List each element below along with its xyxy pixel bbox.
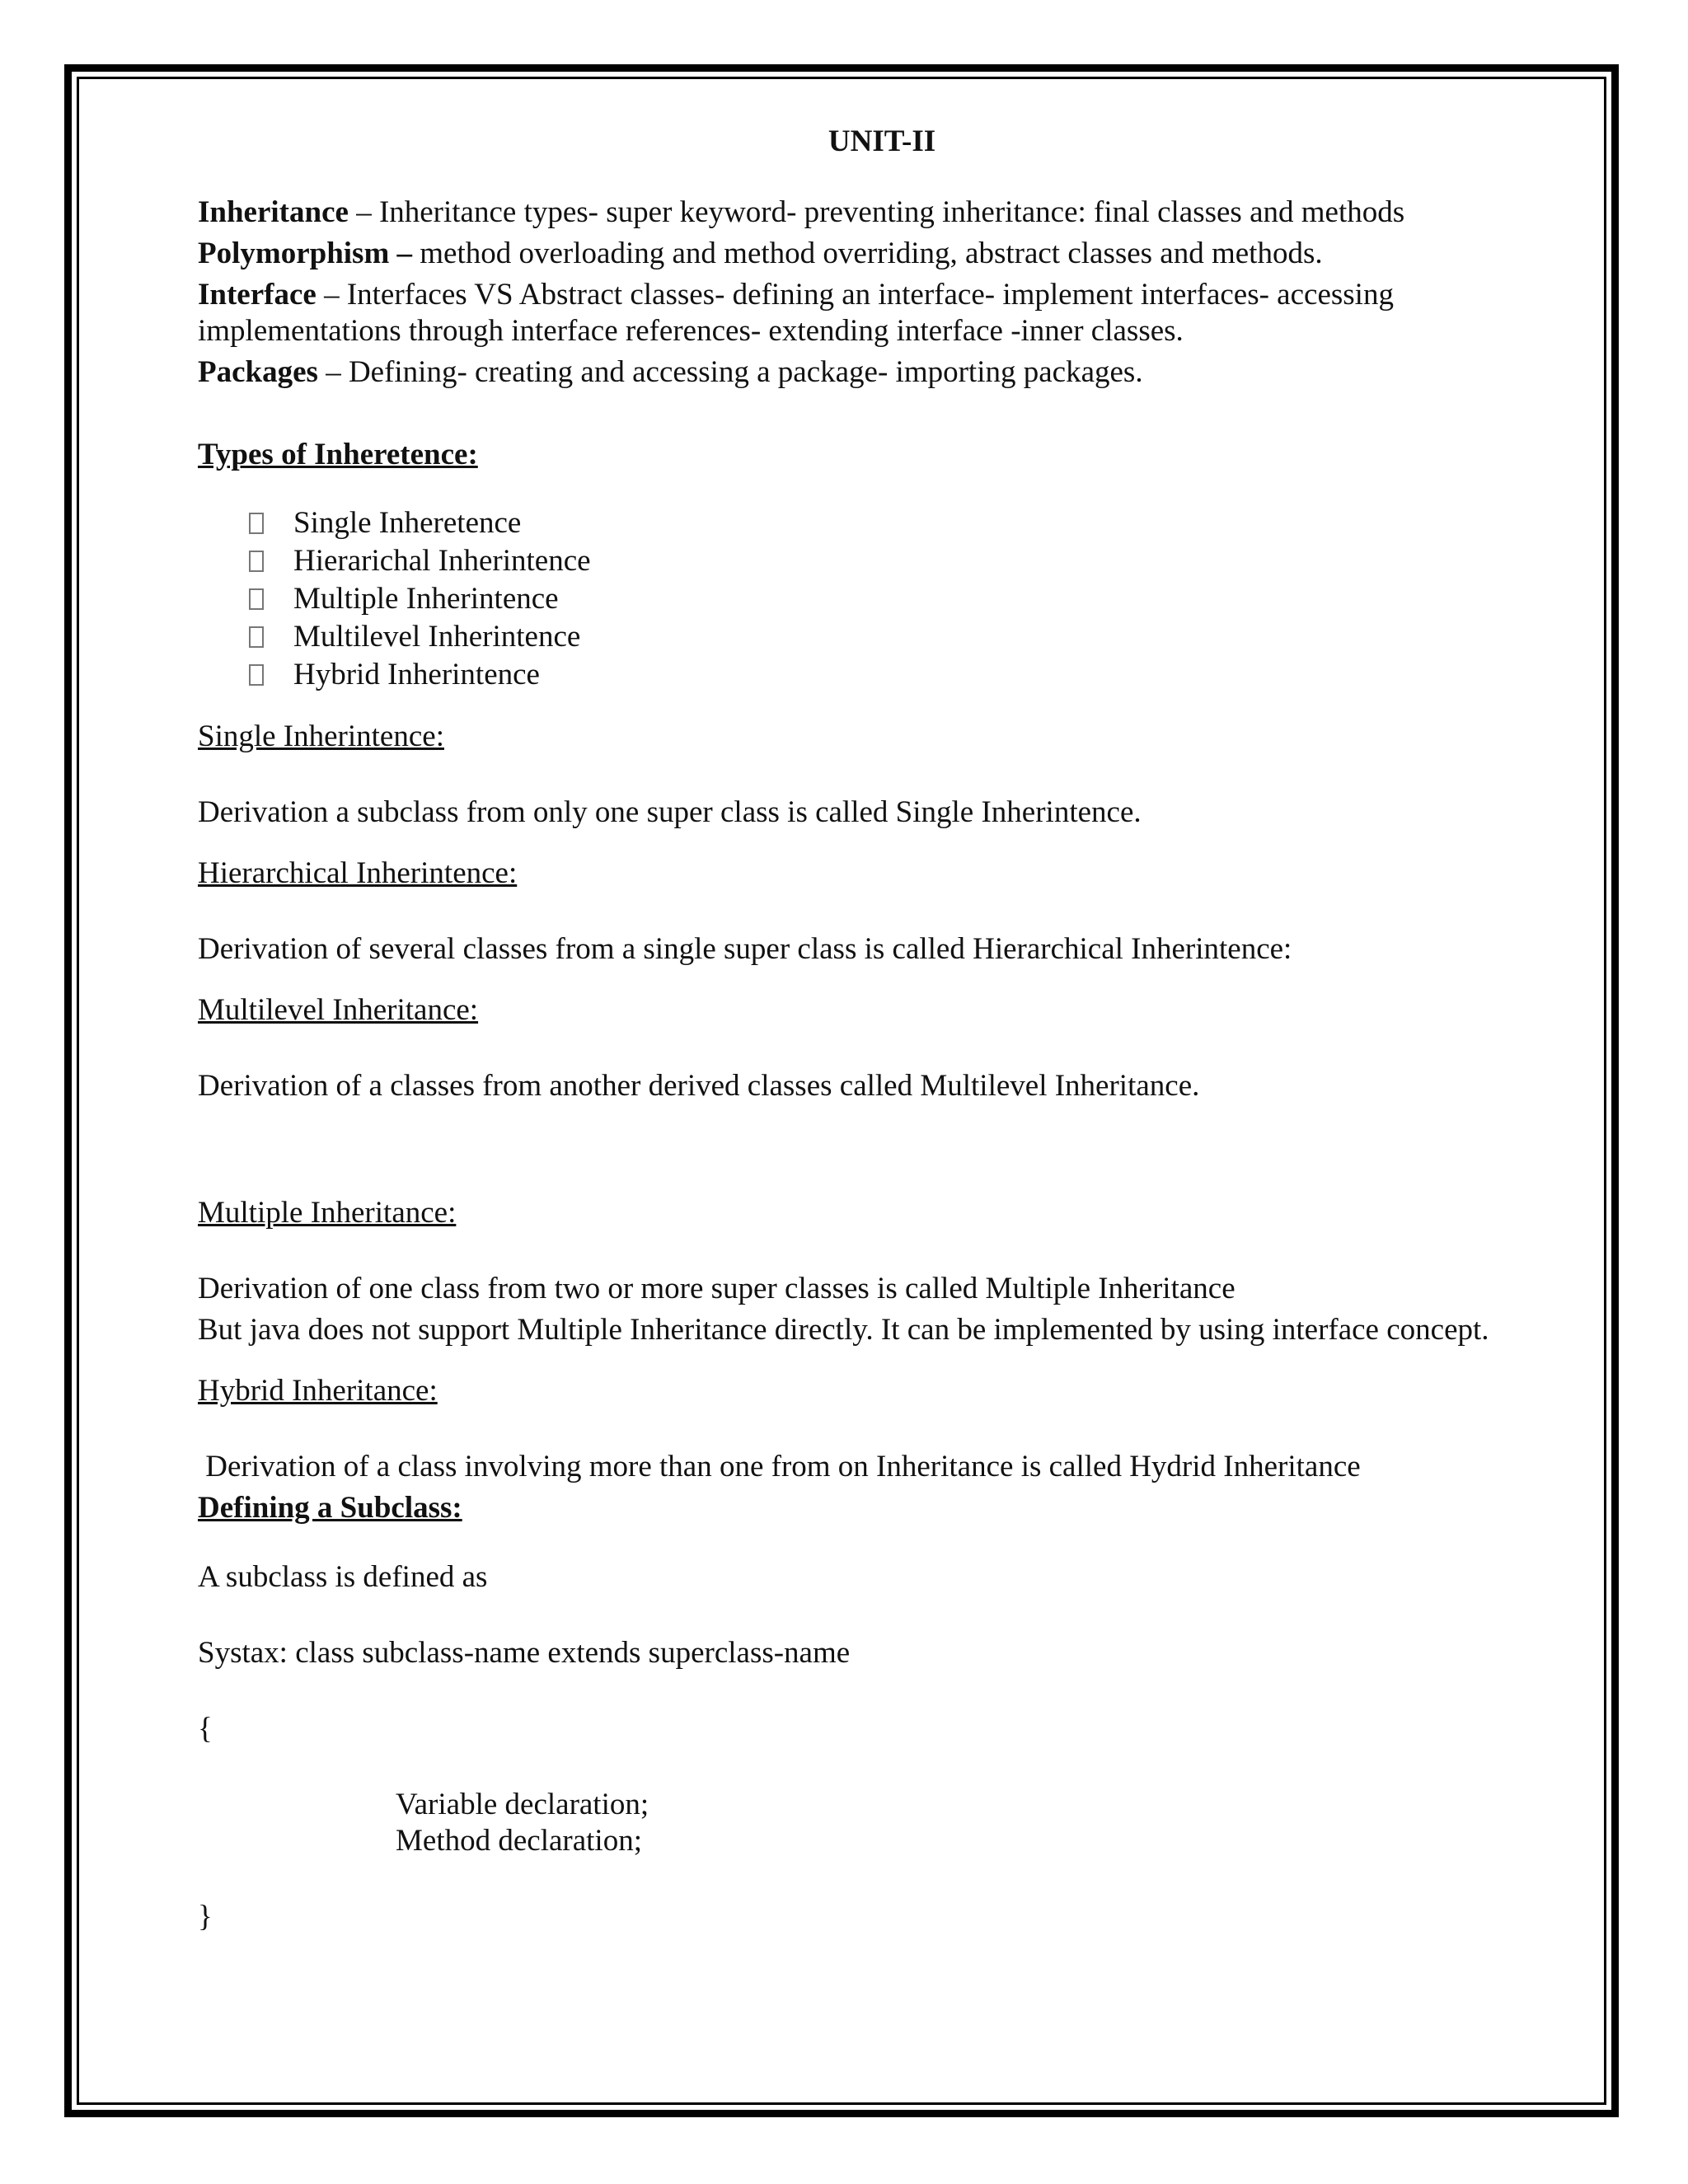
types-heading: Types of Inheretence: — [198, 438, 478, 471]
syllabus-packages — [198, 354, 1517, 391]
body-line-method: Method declaration; — [396, 1824, 642, 1858]
syllabus-term: Interface — [198, 278, 316, 312]
multilevel-text: Derivation of a classes from another derived classes called Multilevel Inheritance. — [198, 1069, 1200, 1103]
multiple-text-note: But java does not support Multiple Inheritance directly. It can be implemented by using interface concept. — [198, 1313, 1489, 1347]
list-item — [249, 580, 1517, 618]
box-bullet-icon — [249, 664, 264, 686]
defining-heading: Defining a Subclass: — [198, 1491, 462, 1525]
syllabus-inheritance — [198, 194, 1517, 231]
syllabus — [198, 194, 1517, 391]
list-item-label: Multiple Inherintence — [293, 582, 559, 616]
body-line-variable: Variable declaration; — [396, 1788, 649, 1821]
syllabus-text: – Inheritance types- super keyword- preventing inheritance: final classes and methods — [348, 195, 1405, 229]
list-item — [249, 542, 1517, 580]
list-item-label: Single Inheretence — [293, 506, 522, 540]
open-brace: { — [198, 1712, 213, 1746]
syntax-line: Systax: class subclass-name extends superclass-name — [198, 1636, 851, 1670]
hierarchical-text: Derivation of several classes from a single super class is called Hierarchical Inherintence: — [198, 932, 1292, 966]
syllabus-text: method overloading and method overriding, abstract classes and methods. — [412, 237, 1323, 270]
list-item-label: Hierarichal Inherintence — [293, 544, 591, 578]
defining-intro: A subclass is defined as — [198, 1560, 488, 1594]
close-brace: } — [198, 1900, 213, 1933]
list-item — [249, 504, 1517, 542]
document-body — [198, 124, 1517, 1975]
spacer — [198, 1129, 1517, 1177]
multiple-heading: Multiple Inheritance: — [198, 1196, 457, 1230]
multiple-text: Derivation of one class from two or more super classes is called Multiple Inheritance — [198, 1272, 1236, 1305]
page-title: UNIT-II — [828, 124, 936, 158]
box-bullet-icon — [249, 551, 264, 572]
syllabus-term: Polymorphism – — [198, 237, 413, 270]
list-item — [249, 618, 1517, 656]
multilevel-heading: Multilevel Inheritance: — [198, 993, 479, 1027]
list-item — [249, 656, 1517, 694]
single-heading: Single Inherintence: — [198, 719, 444, 753]
syllabus-polymorphism — [198, 236, 1517, 272]
syllabus-term: Packages — [198, 355, 318, 389]
types-list — [198, 504, 1517, 694]
single-text: Derivation a subclass from only one super class is called Single Inherintence. — [198, 795, 1142, 829]
box-bullet-icon — [249, 513, 264, 534]
hybrid-heading: Hybrid Inheritance: — [198, 1374, 438, 1408]
syllabus-interface — [198, 277, 1517, 349]
hybrid-text: Derivation of a class involving more than one from on Inheritance is called Hydrid Inheritance — [198, 1450, 1361, 1483]
box-bullet-icon — [249, 626, 264, 648]
syllabus-term: Inheritance — [198, 195, 349, 229]
hierarchical-heading: Hierarchical Inherintence: — [198, 856, 518, 890]
syllabus-text: – Defining- creating and accessing a package- importing packages. — [317, 355, 1143, 389]
syllabus-text: – Interfaces VS Abstract classes- defining an interface- implement interfaces- accessing implementations through interface references- extending interface -inner classes. — [198, 278, 1394, 348]
list-item-label: Hybrid Inherintence — [293, 658, 540, 691]
box-bullet-icon — [249, 588, 264, 610]
list-item-label: Multilevel Inherintence — [293, 620, 581, 654]
